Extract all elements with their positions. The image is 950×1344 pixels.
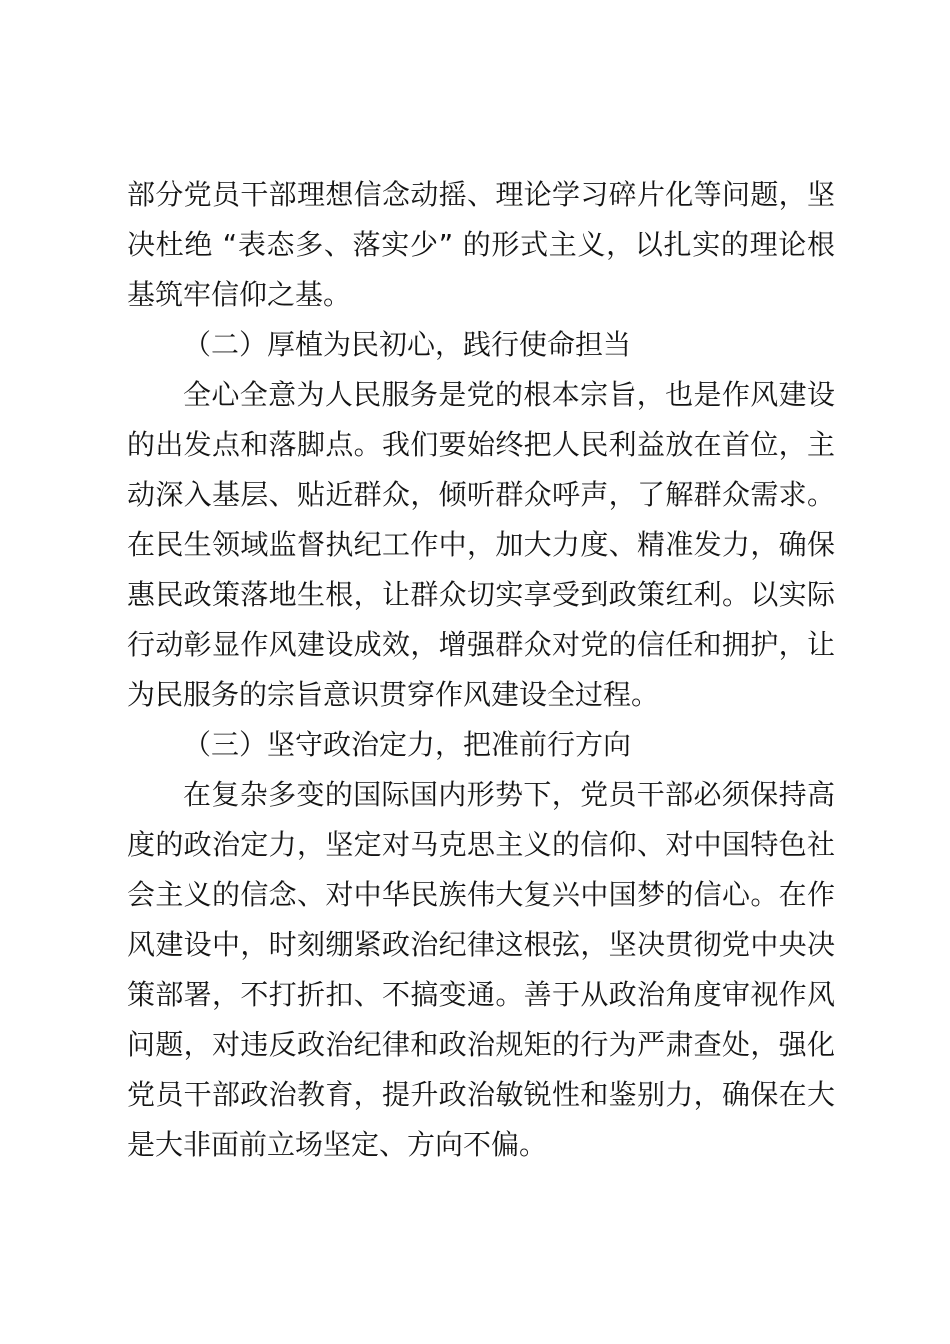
paragraph-political-resolve: 在复杂多变的国际国内形势下，党员干部必须保持高度的政治定力，坚定对马克思主义的信仰、对中国特色社会主义的信念、对中华民族伟大复兴中国梦的信心。在作风建设中，时刻绷紧政治纪律这根弦，坚决贯彻党中央决策部署，不打折扣、不搞变通。善于从政治角度审视作风问题，对违反政治纪律和政治规矩的行为严肃查处，强化党员干部政治教育，提升政治敏锐性和鉴别力，确保在大是大非面前立场坚定、方向不偏。 — [127, 778, 835, 1161]
document-body — [127, 170, 835, 1170]
paragraph-serve-people: 全心全意为人民服务是党的根本宗旨，也是作风建设的出发点和落脚点。我们要始终把人民利益放在首位，主动深入基层、贴近群众，倾听群众呼声，了解群众需求。在民生领域监督执纪工作中，加大力度、精准发力，确保惠民政策落地生根，让群众切实享受到政策红利。以实际行动彰显作风建设成效，增强群众对党的信任和拥护，让为民服务的宗旨意识贯穿作风建设全过程。 — [127, 378, 835, 711]
paragraph-continuation: 部分党员干部理想信念动摇、理论学习碎片化等问题，坚决杜绝 “表态多、落实少” 的形式主义，以扎实的理论根基筑牢信仰之基。 — [127, 178, 835, 311]
section-heading-3: （三）坚守政治定力，把准前行方向 — [183, 728, 632, 761]
section-heading-2: （二）厚植为民初心，践行使命担当 — [183, 328, 632, 361]
